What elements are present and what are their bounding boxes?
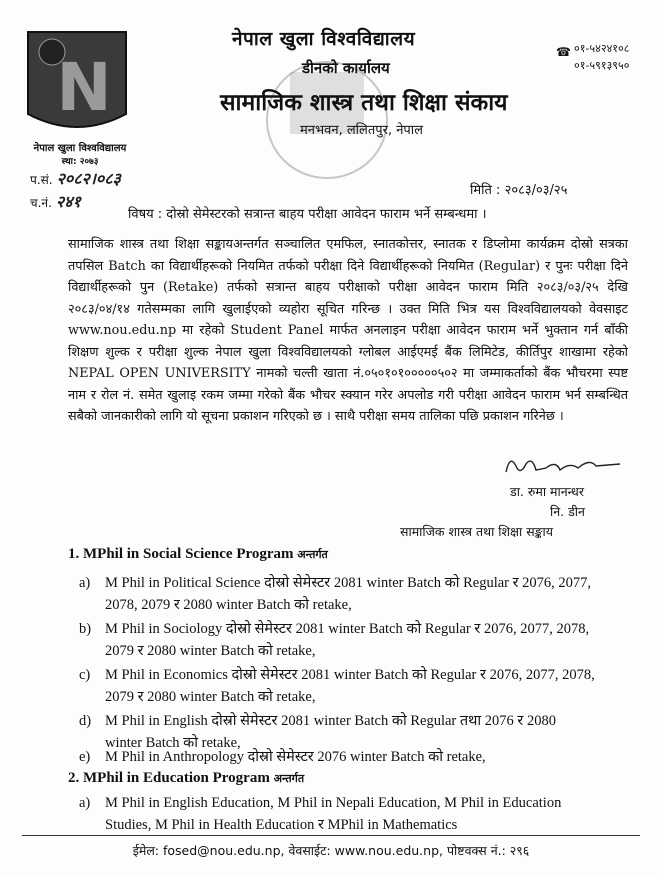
item-letter: a)	[79, 575, 91, 591]
footer-divider	[22, 835, 640, 836]
signer-title: नि. डीन	[550, 504, 585, 519]
cn-label: च.नं.	[30, 196, 52, 210]
phone-1: ०१-५४२४१०८	[574, 42, 630, 55]
footer-contact: ईमेल: fosed@nou.edu.np, वेवसाईट: www.nou.edu.np, पोष्टवक्स नं.: २९६	[132, 843, 530, 858]
reference-numbers	[30, 168, 121, 214]
list-item	[79, 618, 595, 662]
item-text: M Phil in Anthropology दोस्रो सेमेस्टर 2076 winter Batch को retake,	[105, 749, 486, 765]
date: मिति : २०८३/०३/२५	[470, 183, 568, 198]
phone-icon: ☎	[556, 45, 571, 59]
ps-label: प.सं.	[30, 173, 53, 187]
item-text: M Phil in Political Science दोस्रो सेमेस्टर 2081 winter Batch को Regular र 2076, 2077, 2078, 2079 र 2080 winter Batch को retake,	[105, 575, 592, 613]
notice-body: सामाजिक शास्त्र तथा शिक्षा सङ्कायअन्तर्गत सञ्चालित एमफिल, स्नातकोत्तर, स्नातक र डिप्लोमा कार्यक्रम दोस्रो सत्रका तपसिल Batch का विद्यार्थीहरूको नियमित तर्फको परीक्षा दिने विद्यार्थीहरूको नियमित (Regular) र पुनः परीक्षा दिने विद्यार्थीहरूको पुन (Retake) तर्फको सत्रान्त बाहय परीक्षाको परीक्षा आवेदन फाराम मिति २०८३/०३/२५ देखि २०८३/०४/१४ गतेसम्मका लागि खुलाईएको व्यहोरा सूचित गरिन्छ । उक्त मिति भित्र यस विश्वविद्यालयको वेवसाइट www.nou.edu.np मा रहेको Student Panel मार्फत अनलाइन परीक्षा आवेदन फाराम भर्ने भुक्तान गर्न बाँकी शिक्षण शुल्क र परीक्षा शुल्क नेपाल खुला विश्वविद्यालयको ग्लोबल आईएमई बैंक लिमिटेड, कीर्तिपुर शाखामा रहेको NEPAL OPEN UNIVERSITY नामको चल्ती खाता नं.०५०१०१०००००५०२ मा जम्माकर्ताको बैंक भौचरमा स्पष्ट नाम र रोल नं. समेत खुलाइ रकम जम्मा गरेको बैंक भौचर स्क्यान गरेर अपलोड गरी परीक्षा आवेदन फाराम भर्न सम्बन्धित सबैको जानकारीको लागि यो सूचना प्रकाशन गरिएको छ । साथै परीक्षा समय तालिका पछि प्रकाशन गरिनेछ ।	[68, 237, 628, 424]
logo-est: स्था: २०७३	[61, 157, 99, 167]
logo-arc-text: नेपाल खुला विश्वविद्यालय	[33, 143, 127, 154]
signer-dept: सामाजिक शास्त्र तथा शिक्षा सङ्काय	[400, 524, 554, 539]
list-item	[79, 792, 595, 836]
logo-caption	[30, 140, 130, 167]
university-logo	[18, 22, 136, 156]
cn-value: २४१	[55, 192, 81, 211]
section-title: MPhil in Social Science Program	[83, 546, 294, 562]
office-name: डीनको कार्यालय	[302, 59, 390, 77]
item-text: M Phil in Economics दोस्रो सेमेस्टर 2081 winter Batch को Regular र 2076, 2077, 2078, 2079 र 2080 winter Batch को retake,	[105, 667, 595, 705]
signature	[500, 452, 640, 482]
section-number: 1.	[68, 546, 80, 562]
section-title: MPhil in Education Program	[83, 770, 270, 786]
section-heading	[68, 770, 304, 787]
list-item	[79, 572, 595, 616]
subject: विषय : दोस्रो सेमेस्टरको सत्रान्त बाहय परीक्षा आवेदन फाराम भर्ने सम्बन्धमा ।	[128, 207, 487, 222]
item-letter: b)	[79, 621, 92, 637]
logo-letter: N	[56, 49, 112, 126]
section-heading	[68, 546, 328, 563]
item-letter: e)	[79, 749, 91, 765]
address: मनभवन, ललितपुर, नेपाल	[300, 123, 423, 138]
item-letter: d)	[79, 713, 92, 729]
list-item	[79, 664, 595, 708]
section-suffix: अन्तर्गत	[273, 772, 305, 785]
ps-value: २०८२।०८३	[56, 169, 121, 188]
section-number: 2.	[68, 770, 80, 786]
signer-name: डा. रुमा मानन्धर	[510, 484, 584, 499]
item-text: M Phil in English Education, M Phil in Nepali Education, M Phil in Education Studies, M Phil in Health Education र MPhil in Mathematics	[105, 795, 562, 833]
item-letter: c)	[79, 667, 91, 683]
list-item	[79, 746, 595, 768]
signer-block	[510, 482, 585, 522]
phone-numbers	[574, 40, 629, 74]
item-letter: a)	[79, 795, 91, 811]
section-suffix: अन्तर्गत	[297, 548, 328, 561]
faculty-name: सामाजिक शास्त्र तथा शिक्षा संकाय	[220, 90, 508, 116]
item-text: M Phil in Sociology दोस्रो सेमेस्टर 2081 winter Batch को Regular र 2076, 2077, 2078, 2079 र 2080 winter Batch को retake,	[105, 621, 590, 659]
phone-2: ०१-५९१३९५०	[574, 59, 630, 72]
university-name: नेपाल खुला विश्वविद्यालय	[232, 28, 416, 50]
item-text: M Phil in English दोस्रो सेमेस्टर 2081 winter Batch को Regular तथा 2076 र 2080 winter Batch को retake,	[105, 713, 556, 751]
